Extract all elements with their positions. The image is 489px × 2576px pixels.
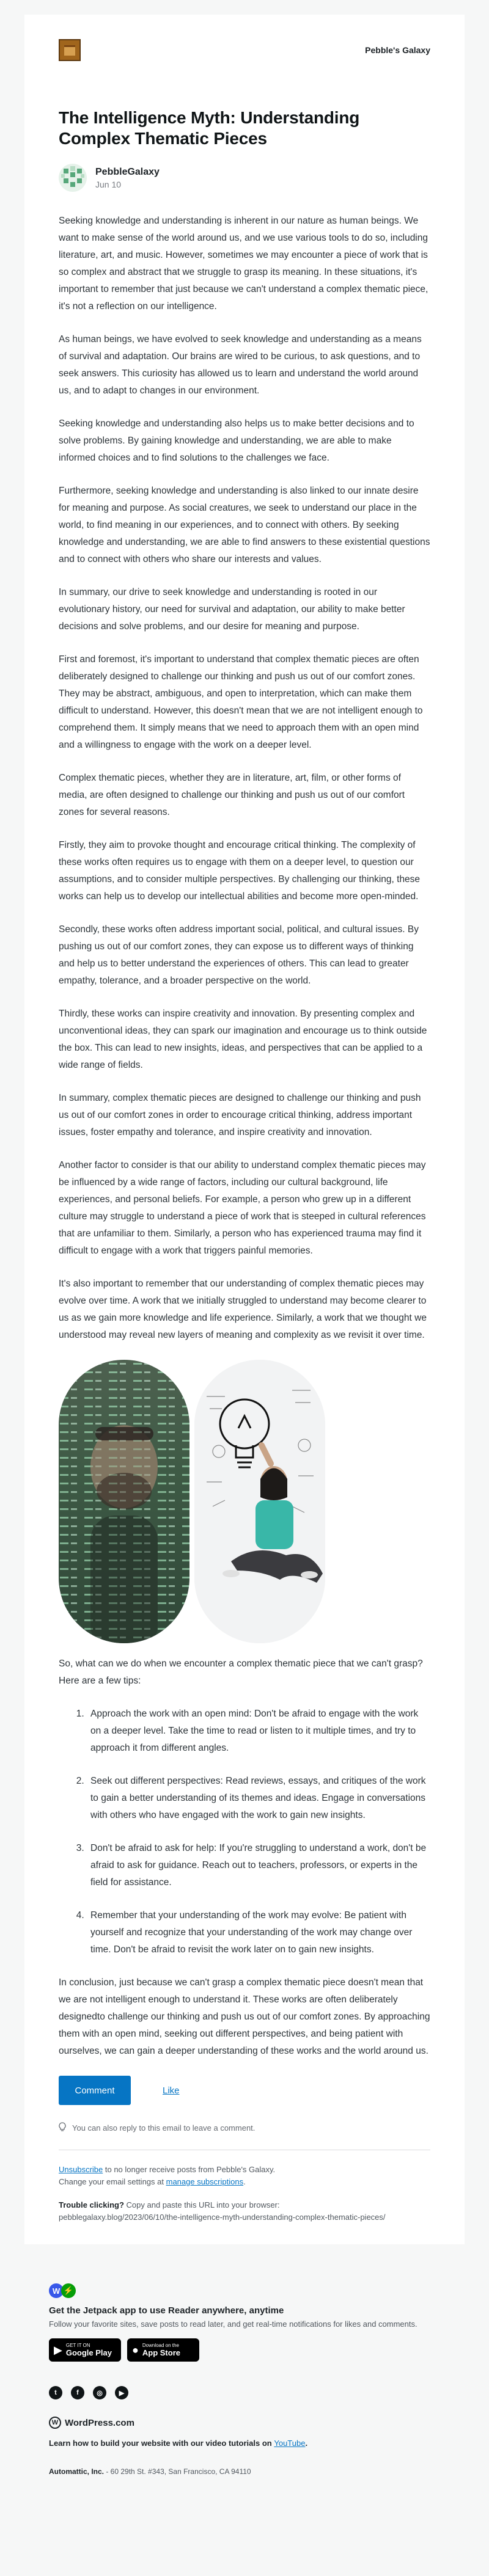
tips-intro: So, what can we do when we encounter a complex thematic piece that we can't grasp? Here are a few tips: — [59, 1658, 423, 1686]
period: . — [243, 2177, 246, 2186]
apple-icon: ● — [132, 2343, 139, 2356]
manage-subscriptions-link[interactable]: manage subscriptions — [166, 2177, 244, 2186]
twitter-icon[interactable]: t — [49, 2386, 62, 2399]
post-url[interactable]: pebblegalaxy.blog/2023/06/10/the-intelligence-myth-understanding-complex-thematic-pieces/ — [59, 2213, 386, 2222]
paragraph: In summary, complex thematic pieces are designed to challenge our thinking and push us out of our comfort zones in order to encourage critical thinking, address important issues, foster empathy and tolerance, and inspire creativity and innovation. — [59, 1093, 421, 1137]
instagram-icon[interactable]: ◎ — [93, 2386, 106, 2399]
conclusion-paragraph: In conclusion, just because we can't grasp a complex thematic piece doesn't mean that we are not intelligent enough to understand it. These works are often deliberately designedto challenge our thinking and push us out of our comfort zones. By approaching them with an open mind, seeking out different perspectives, and being patient with ourselves, we can gain a deeper understanding of these works and the world around us. — [59, 1977, 430, 2056]
woman-with-lightbulb-drawing-image[interactable] — [194, 1360, 325, 1643]
subscription-info — [59, 2164, 430, 2188]
tips-list — [59, 1706, 430, 1958]
paragraph: Complex thematic pieces, whether they are in literature, art, film, or other forms of media, are often designed to challenge our thinking and push us out of our comfort zones for several reasons. — [59, 773, 405, 817]
wordpress-app-icon: W — [49, 2283, 64, 2298]
post-actions — [59, 2076, 430, 2105]
youtube-link[interactable]: YouTube — [274, 2439, 306, 2448]
list-item: 1. Approach the work with an open mind: Don't be afraid to engage with the work on a deeper level. Take the time to read or listen to it multiple times, and try to approach it from different angles. — [87, 1706, 430, 1757]
site-name[interactable]: Pebble's Galaxy — [365, 45, 430, 55]
email-card — [24, 15, 465, 2244]
paragraph: Thirdly, these works can inspire creativity and innovation. By presenting complex and unconventional ideas, they can spark our imagination and encourage us to think outside the box. This can lead to new insights, ideas, and perspectives that can be applied to a wide range of fields. — [59, 1009, 427, 1070]
author-name[interactable]: PebbleGalaxy — [95, 166, 160, 177]
google-play-big: Google Play — [65, 2348, 112, 2357]
paragraph: Seeking knowledge and understanding also helps us to make better decisions and to solve problems. By gaining knowledge and understanding, we are able to make informed choices and to find solutions to the challenges we face. — [59, 418, 414, 463]
paragraph: Secondly, these works often address important social, political, and cultural issues. By pushing us out of our comfort zones, they can expose us to different ways of thinking and help us to better understand the experiences of others. This can lead to greater empathy, tolerance, and a broader perspective on the world. — [59, 924, 419, 986]
app-store-small: Download on the — [142, 2343, 179, 2348]
reply-note-text: You can also reply to this email to leave a comment. — [72, 2123, 256, 2133]
paragraph: Seeking knowledge and understanding is inherent in our nature as human beings. We want to make sense of the world around us, and we use various tools to do so, including literature, art, and music. However, sometimes we may encounter a piece of work that is so complex and abstract that we struggle to grasp its meaning. In these situations, it's important to remember that just because we can't understand a complex thematic piece, it's not a reflection on our intelligence. — [59, 216, 428, 312]
company-address — [49, 2467, 440, 2476]
post-date: Jun 10 — [95, 179, 122, 189]
paragraph: As human beings, we have evolved to seek knowledge and understanding as a means of survival and adaptation. Our brains are wired to be curious, to ask questions, and to seek answers. This curiosity has allowed us to learn and understand the world around us, and to adapt to changes in our environment. — [59, 334, 422, 396]
paragraph: Firstly, they aim to provoke thought and encourage critical thinking. The complexity of these works often requires us to engage with them on a deeper level, to question our assumptions, and to consider multiple perspectives. By challenging our thinking, these works can help us to develop our intellectual abilities and become more open-minded. — [59, 840, 421, 902]
trouble-clicking — [59, 2199, 430, 2224]
company-name: Automattic, Inc. — [49, 2467, 105, 2476]
wordpress-label: WordPress.com — [65, 2417, 134, 2428]
youtube-icon[interactable]: ▶ — [115, 2386, 128, 2399]
lightbulb-icon — [59, 2122, 66, 2134]
store-badges — [49, 2338, 440, 2362]
site-logo-icon[interactable] — [59, 39, 81, 61]
post-images — [59, 1360, 430, 1643]
list-item: 2. Seek out different perspectives: Read reviews, essays, and critiques of the work to gain a better understanding of its themes and ideas. Engage in conversations with others who have engaged with the work to gain new insights. — [87, 1773, 430, 1824]
facebook-icon[interactable]: f — [71, 2386, 84, 2399]
paragraph: First and foremost, it's important to understand that complex thematic pieces are often deliberately designed to challenge our thinking and push us out of our comfort zones. They may be abstract, ambiguous, and open to interpretation, which can make them difficult to understand. However, this doesn't mean that we are not intelligent enough to comprehend them. It simply means that we need to approach them with an open mind and a willingness to engage with the work on a deeper level. — [59, 654, 423, 750]
like-link[interactable]: Like — [163, 2085, 180, 2096]
jetpack-app-icon: ⚡ — [61, 2283, 76, 2298]
trouble-text: Copy and paste this URL into your browser: — [123, 2200, 280, 2209]
trouble-label: Trouble clicking? — [59, 2200, 124, 2209]
list-item: 4. Remember that your understanding of the work may evolve: Be patient with yourself and recognize that your understanding of the work may change over time. Don't be afraid to revisit the work later on to gain new insights. — [87, 1907, 430, 1958]
app-logos — [49, 2283, 440, 2298]
social-links — [49, 2386, 440, 2399]
learn-text — [49, 2439, 440, 2448]
paragraph: Another factor to consider is that our ability to understand complex thematic pieces may be influenced by a wide range of factors, including our cultural background, life experiences, and personal beliefs. For example, a person who grew up in a different culture may struggle to understand a piece of work that is steeped in cultural references that are unfamiliar to them. Similarly, a person who has experienced trauma may find it difficult to engage with a work that triggers painful memories. — [59, 1160, 426, 1256]
header — [59, 15, 430, 86]
list-item: 3. Don't be afraid to ask for help: If you're struggling to understand a work, don't be afraid to ask for guidance. Reach out to teachers, professors, or experts in the field for assistance. — [87, 1840, 430, 1891]
avatar — [59, 164, 87, 192]
unsubscribe-text: to no longer receive posts from Pebble's Galaxy. — [103, 2165, 276, 2174]
google-play-icon: ▶ — [54, 2343, 62, 2356]
unsubscribe-link[interactable]: Unsubscribe — [59, 2165, 103, 2174]
app-store-big: App Store — [142, 2348, 180, 2357]
wordpress-logo-icon: W — [49, 2417, 61, 2429]
app-heading: Get the Jetpack app to use Reader anywhere, anytime — [49, 2305, 284, 2316]
app-subtext: Follow your favorite sites, save posts to read later, and get real-time notifications for likes and comments. — [49, 2319, 417, 2329]
google-play-button[interactable] — [49, 2338, 121, 2362]
paragraph: Furthermore, seeking knowledge and understanding is also linked to our innate desire for meaning and purpose. As social creatures, we seek to understand our place in the world, to find meaning in our experiences, and to connect with others. By seeking knowledge and understanding, we are able to find answers to these existential questions and to connect with others who share our interests and values. — [59, 486, 430, 564]
author-block — [59, 164, 430, 192]
paragraph: In summary, our drive to seek knowledge and understanding is rooted in our evolutionary history, our need for survival and adaptation, our ability to make better decisions and solve problems, and our desire for meaning and purpose. — [59, 587, 405, 632]
app-store-button[interactable] — [127, 2338, 199, 2362]
post-content — [59, 213, 430, 2060]
post-title[interactable]: The Intelligence Myth: Understanding Complex Thematic Pieces — [59, 108, 360, 148]
man-with-code-projection-image[interactable] — [59, 1360, 189, 1643]
learn-label: Learn how to build your website with our video tutorials on — [49, 2439, 274, 2448]
reply-note — [59, 2122, 430, 2134]
wordpress-com-brand[interactable] — [49, 2417, 440, 2429]
settings-text: Change your email settings at — [59, 2177, 166, 2186]
footer — [24, 2244, 465, 2476]
paragraph: It's also important to remember that our understanding of complex thematic pieces may evolve over time. A work that we initially struggled to understand may become clearer to us as we gain more knowledge and life experience. Similarly, a work that we thought we understood may reveal new layers of meaning and complexity as we revisit it over time. — [59, 1279, 427, 1340]
google-play-small: GET IT ON — [65, 2343, 90, 2348]
comment-button[interactable]: Comment — [59, 2076, 131, 2105]
period: . — [305, 2439, 308, 2448]
address-text: - 60 29th St. #343, San Francisco, CA 94110 — [104, 2467, 251, 2476]
